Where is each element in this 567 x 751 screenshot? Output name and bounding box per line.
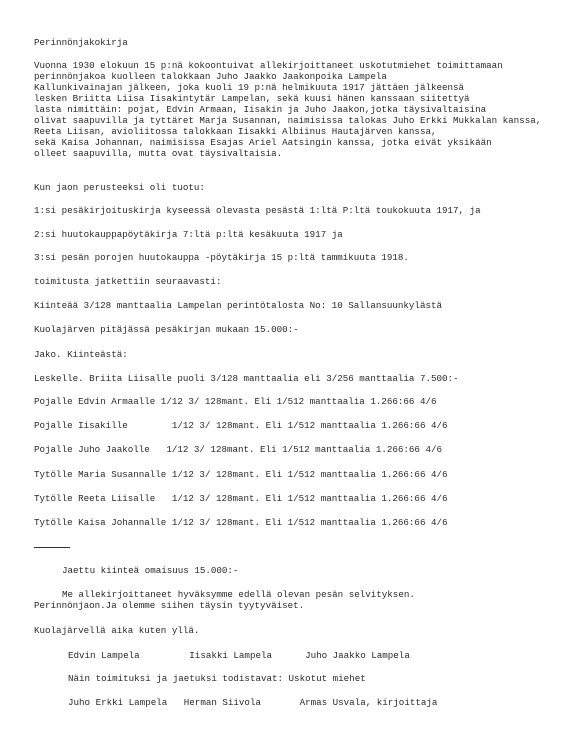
intro-line: Reeta Liisan, avioliitossa talokkaan Iisakki Albiinus Hautajärven kanssa, — [34, 126, 437, 137]
share-line: Pojalle Iisakille 1/12 3/ 128mant. Eli 1/512 manttaalia 1.266:66 4/6 — [34, 420, 448, 431]
intro-line: olleet saapuvilla, mutta ovat täysivaltaisia. — [34, 148, 283, 159]
valuation-line: Kuolajärven pitäjässä pesäkirjan mukaan 15.000:- — [34, 324, 299, 335]
heirs-signatures: Edvin Lampela Iisakki Lampela Juho Jaakko Lampela — [68, 650, 410, 661]
proceeding-line: toimitusta jatkettiin seuraavasti: — [34, 276, 222, 287]
intro-line: sekä Kaisa Johannan, naimisissa Esajas Ariel Aatsingin kanssa, jotka eivät yksikään — [34, 137, 492, 148]
share-line: Tytölle Maria Susannalle 1/12 3/ 128mant. Eli 1/512 manttaalia 1.266:66 4/6 — [34, 469, 448, 480]
division-heading: Jako. Kiinteästä: — [34, 349, 128, 360]
basis-item: 3:si pesän porojen huutokauppa -pöytäkirja 15 p:ltä tammikuuta 1918. — [34, 252, 409, 263]
approval-line: Me allekirjoittaneet hyväksymme edellä olevan pesän selvityksen. — [62, 589, 415, 600]
intro-line: lesken Briitta Liisa Iisakintytär Lampelan, sekä kuusi hänen kanssaan siitettyä — [34, 93, 470, 104]
share-line: Pojalle Juho Jaakolle 1/12 3/ 128mant. Eli 1/512 manttaalia 1.266:66 4/6 — [34, 444, 442, 455]
document-title: Perinnönjakokirja — [34, 37, 128, 48]
intro-line: Kallunkivainajan jälkeen, joka kuoli 19 p:nä helmikuuta 1917 jättäen jälkeensä — [34, 82, 465, 93]
basis-heading: Kun jaon perusteeksi oli tuotu: — [34, 182, 205, 193]
total-line: Jaettu kiinteä omaisuus 15.000:- — [62, 565, 239, 576]
share-line: Pojalle Edvin Armaalle 1/12 3/ 128mant. Eli 1/512 manttaalia 1.266:66 4/6 — [34, 396, 437, 407]
share-line: Leskelle. Briita Liisalle puoli 3/128 manttaalia eli 3/256 manttaalia 7.500:- — [34, 373, 459, 384]
place-date: Kuolajärvellä aika kuten yllä. — [34, 625, 200, 636]
attestation-line: Näin toimituksi ja jaetuksi todistavat: Uskotut miehet — [68, 673, 366, 684]
approval-line: Perinnönjaon.Ja olemme siihen täysin tyytyväiset. — [34, 600, 305, 611]
share-line: Tytölle Kaisa Johannalle 1/12 3/ 128mant. Eli 1/512 manttaalia 1.266:66 4/6 — [34, 517, 448, 528]
intro-line: Vuonna 1930 elokuun 15 p:nä kokoontuivat allekirjoittaneet uskotutmiehet toimittamaan — [34, 60, 503, 71]
property-line: Kiinteää 3/128 manttaalia Lampelan perintötalosta No: 10 Sallansuunkylästä — [34, 300, 442, 311]
intro-line: olivat saapuvilla ja tyttäret Marja Susannan, naimisissa talokas Juho Erkki Mukkalan kanssa, — [34, 115, 542, 126]
intro-line: perinnönjakoa kuolleen talokkaan Juho Jaakko Jaakonpoika Lampela — [34, 71, 387, 82]
trustees-signatures: Juho Erkki Lampela Herman Siivola Armas Usvala, kirjoittaja — [68, 697, 438, 708]
total-rule — [34, 547, 70, 548]
share-line: Tytölle Reeta Liisalle 1/12 3/ 128mant. Eli 1/512 manttaalia 1.266:66 4/6 — [34, 493, 448, 504]
basis-item: 1:si pesäkirjoituskirja kyseessä olevasta pesästä 1:ltä P:ltä toukokuuta 1917, ja — [34, 205, 481, 216]
basis-item: 2:si huutokauppapöytäkirja 7:ltä p:ltä kesäkuuta 1917 ja — [34, 229, 343, 240]
intro-line: lasta nimittäin: pojat, Edvin Armaan, Iisakin ja Juho Jaakon,jotka täysivaltaisina — [34, 104, 487, 115]
